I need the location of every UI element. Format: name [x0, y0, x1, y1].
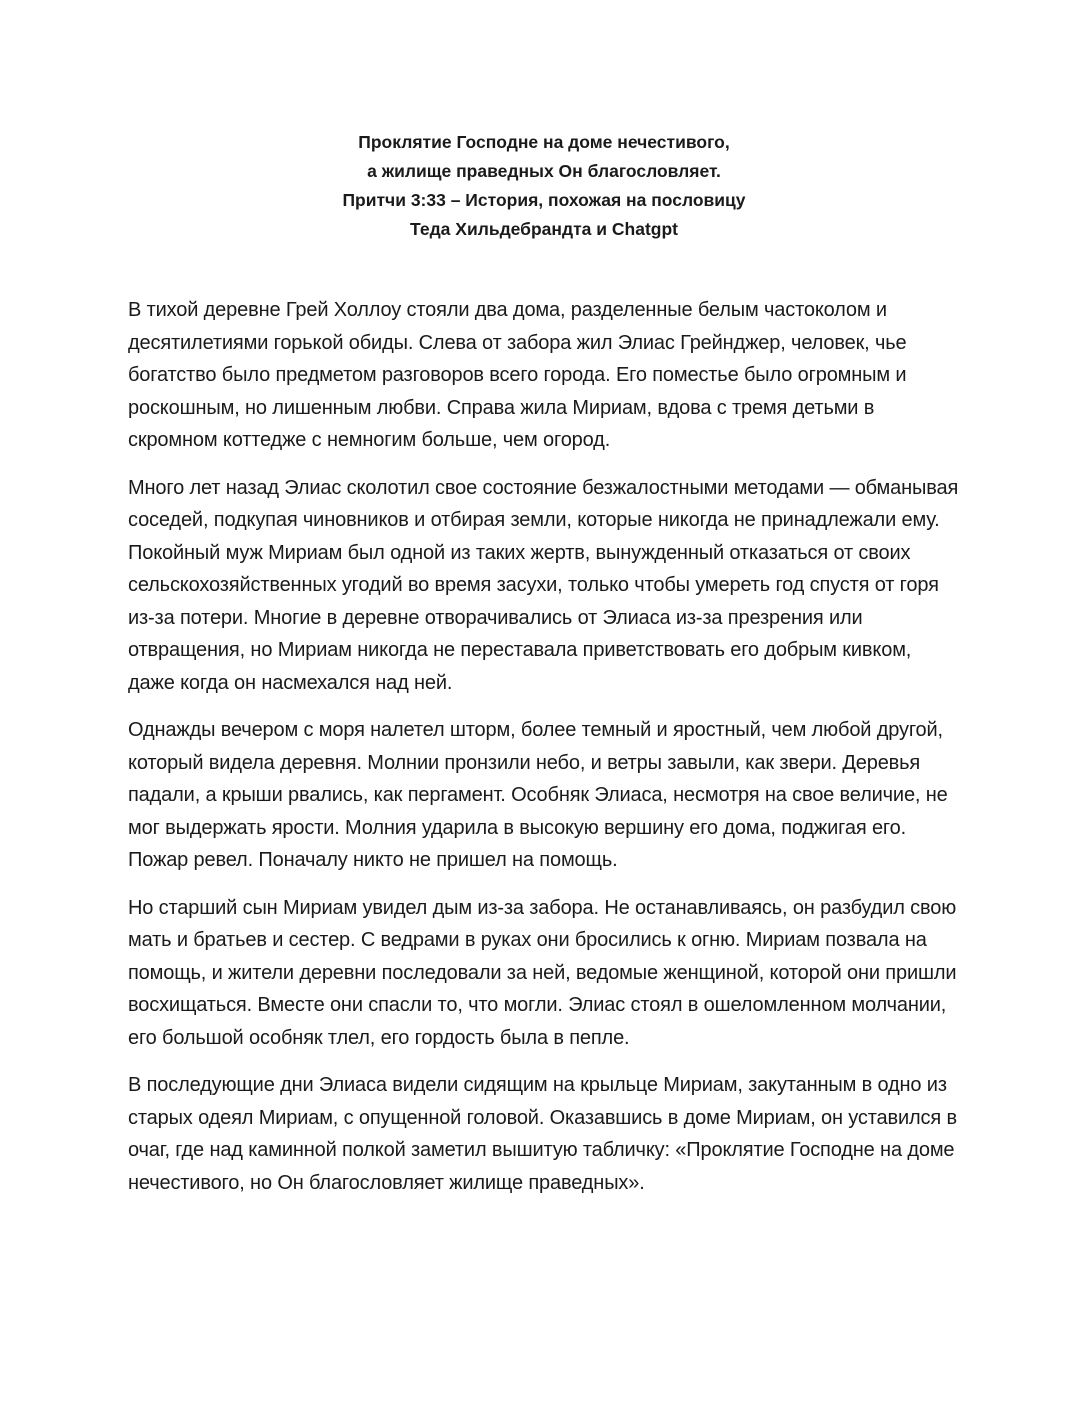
paragraph-5: В последующие дни Элиаса видели сидящим на крыльце Мириам, закутанным в одно из старых одеял Мириам, с опущенной головой. Оказавшись в доме Мириам, он уставился в очаг, где над каминной полкой заметил вышитую табличку: «Проклятие Господне на доме нечестивого, но Он благословляет жилище праведных».	[128, 1074, 957, 1194]
paragraph-4: Но старший сын Мириам увидел дым из-за забора. Не останавливаясь, он разбудил свою мать и братьев и сестер. С ведрами в руках они бросились к огню. Мириам позвала на помощь, и жители деревни последовали за ней, ведомые женщиной, которой они пришли восхищаться. Вместе они спасли то, что могли. Элиас стоял в ошеломленном молчании, его большой особняк тлел, его гордость была в пепле.	[128, 896, 957, 1049]
title-line-4: Теда Хильдебрандта и Chatgpt	[410, 219, 678, 239]
title-line-1: Проклятие Господне на доме нечестивого,	[358, 132, 730, 152]
paragraph-3: Однажды вечером с моря налетел шторм, более темный и яростный, чем любой другой, который видела деревня. Молнии пронзили небо, и ветры завыли, как звери. Деревья падали, а крыши рвались, как пергамент. Особняк Элиаса, несмотря на свое величие, не мог выдержать ярости. Молния ударила в высокую вершину его дома, поджигая его. Пожар ревел. Поначалу никто не пришел на помощь.	[128, 719, 948, 871]
title-line-3: Притчи 3:33 – История, похожая на пословицу	[342, 190, 746, 210]
paragraph-2: Много лет назад Элиас сколотил свое состояние безжалостными методами — обманывая соседей, подкупая чиновников и отбирая земли, которые никогда не принадлежали ему. Покойный муж Мириам был одной из таких жертв, вынужденный отказаться от своих сельскохозяйственных угодий во время засухи, только чтобы умереть год спустя от горя из-за потери. Многие в деревне отворачивались от Элиаса из-за презрения или отвращения, но Мириам никогда не переставала приветствовать его добрым кивком, даже когда он насмехался над ней.	[128, 476, 959, 694]
paragraph-1: В тихой деревне Грей Холлоу стояли два дома, разделенные белым частоколом и десятилетиями горькой обиды. Слева от забора жил Элиас Грейнджер, человек, чье богатство было предметом разговоров всего города. Его поместье было огромным и роскошным, но лишенным любви. Справа жила Мириам, вдова с тремя детьми в скромном коттедже с немногим больше, чем огород.	[128, 299, 907, 451]
document-title	[0, 128, 1088, 244]
document-body	[128, 294, 960, 1214]
title-line-2: а жилище праведных Он благословляет.	[367, 161, 721, 181]
